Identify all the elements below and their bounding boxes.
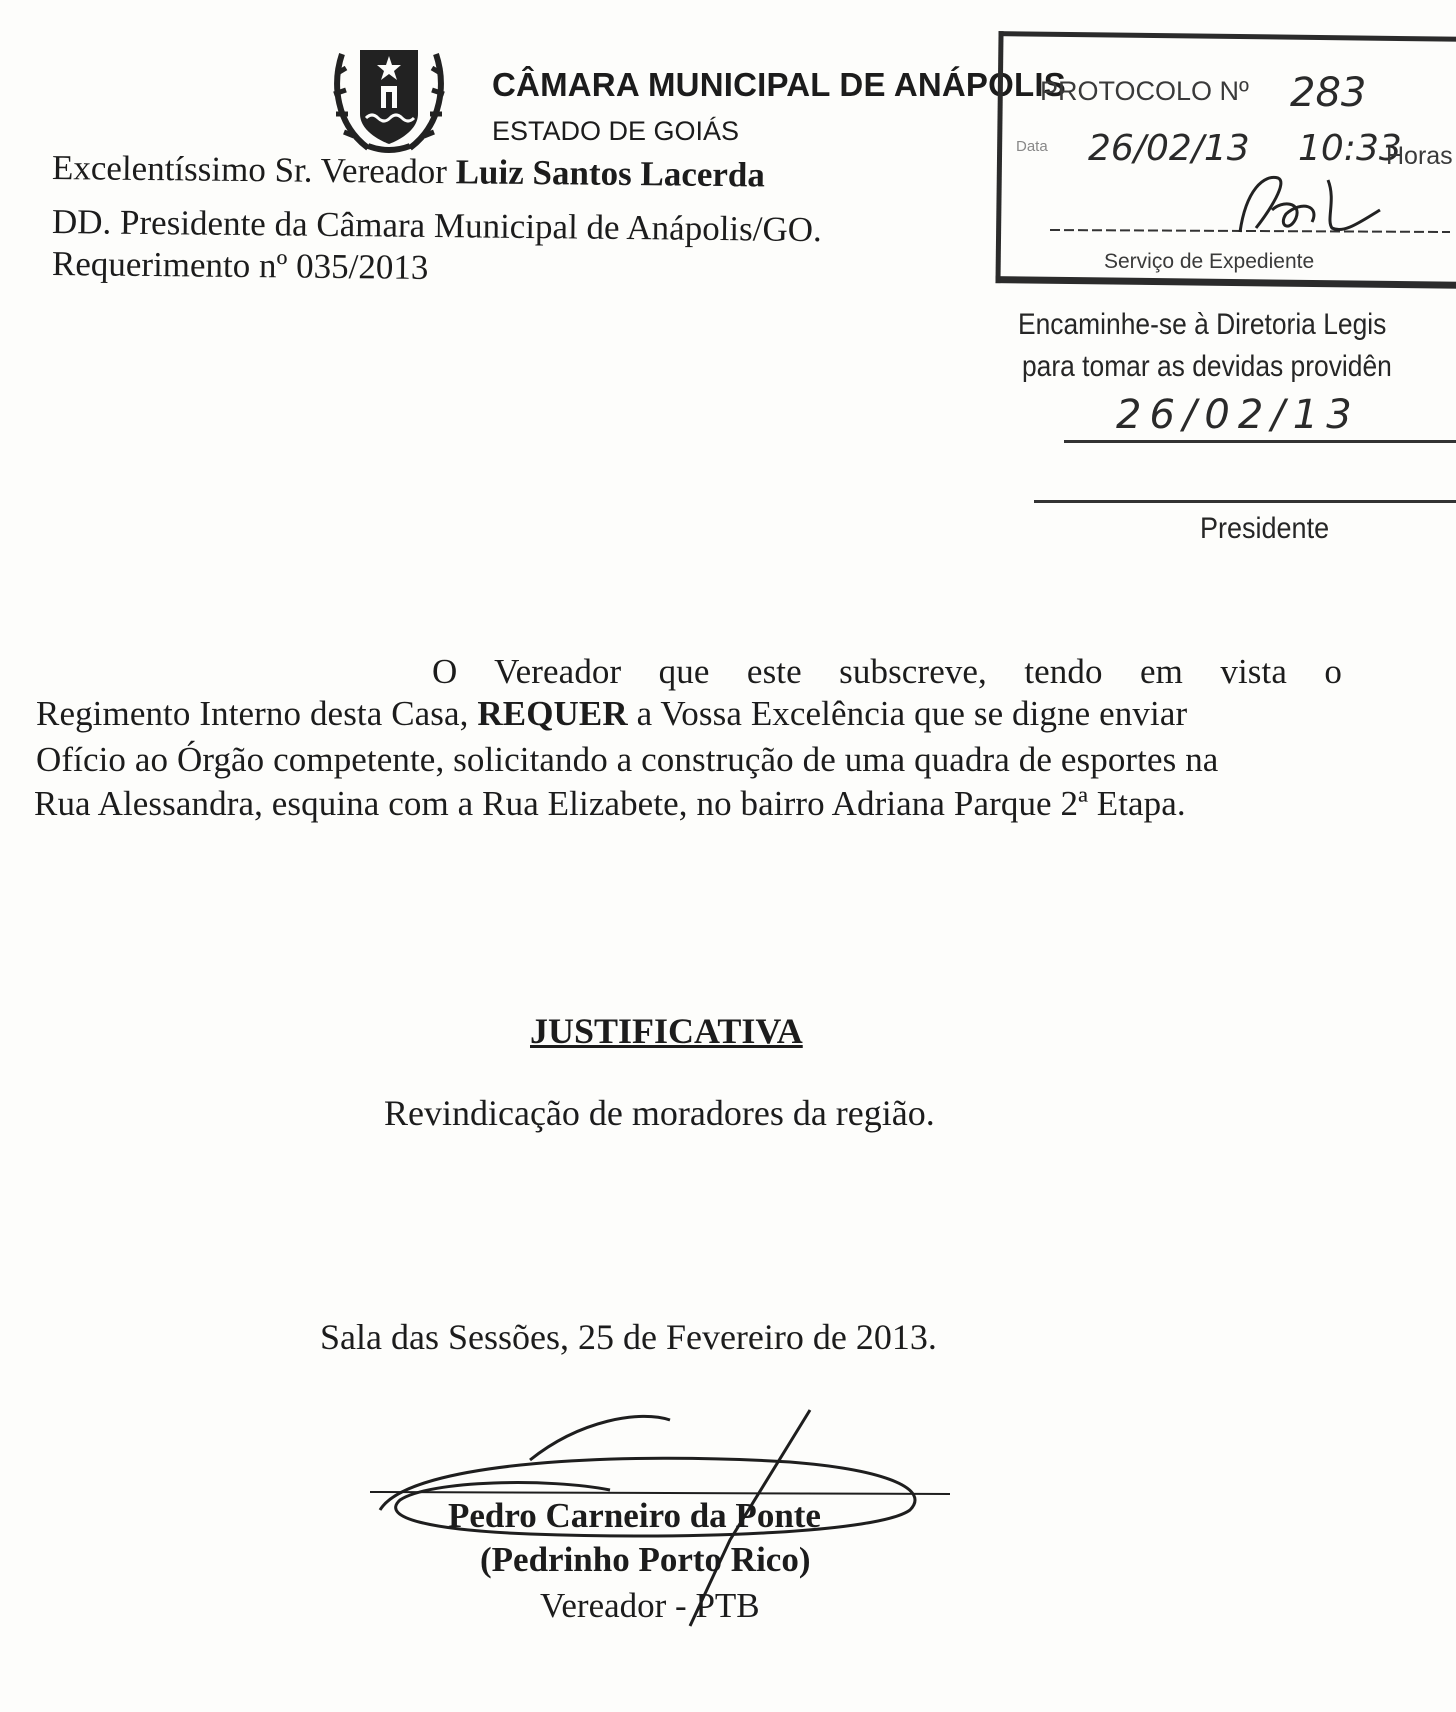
body-line-1: O Vereador que este subscreve, tendo em vista o — [432, 652, 1342, 691]
addressee-title: DD. Presidente da Câmara Municipal de Anápolis/GO. — [51, 202, 823, 250]
forwarding-date-line — [1064, 440, 1456, 443]
president-signature-line — [1034, 500, 1456, 503]
body-line-2 — [36, 694, 1187, 733]
body-line-2-end: a Vossa Excelência que se digne enviar — [636, 694, 1188, 733]
addressee-salutation-line — [52, 148, 765, 195]
signer-role: Vereador - PTB — [540, 1586, 760, 1625]
justification-heading: JUSTIFICATIVA — [530, 1011, 803, 1051]
organization-name: CÂMARA MUNICIPAL DE ANÁPOLIS — [492, 66, 1066, 103]
justification-text: Revindicação de moradores da região. — [384, 1093, 935, 1133]
stamp-department: Serviço de Expediente — [1104, 250, 1315, 273]
stamp-time: 10:33 — [1298, 128, 1402, 169]
place-and-date: Sala das Sessões, 25 de Fevereiro de 2013. — [320, 1317, 937, 1357]
stamp-hours-label: Horas — [1386, 142, 1453, 170]
body-line-2-start: Regimento Interno desta Casa, — [36, 694, 469, 733]
organization-state: ESTADO DE GOIÁS — [492, 116, 740, 146]
addressee-name: Luiz Santos Lacerda — [455, 152, 766, 195]
body-request-verb: REQUER — [477, 694, 628, 733]
forwarding-date: 26/02/13 — [1116, 392, 1360, 438]
request-number: Requerimento nº 035/2013 — [51, 244, 429, 287]
stamp-date: 26/02/13 — [1088, 128, 1250, 169]
stamp-date-label: Data — [1016, 138, 1048, 155]
signer-name: Pedro Carneiro da Ponte — [448, 1496, 821, 1535]
stamp-protocol-label: PROTOCOLO Nº — [1040, 76, 1249, 106]
signer-nickname: (Pedrinho Porto Rico) — [480, 1540, 811, 1579]
body-line-4: Rua Alessandra, esquina com a Rua Elizabete, no bairro Adriana Parque 2ª Etapa. — [34, 784, 1186, 823]
municipal-crest-logo — [328, 44, 450, 156]
body-line-3: Ofício ao Órgão competente, solicitando a construção de uma quadra de esportes na — [36, 740, 1219, 779]
forwarding-line-1: Encaminhe-se à Diretoria Legis — [1018, 308, 1387, 341]
stamp-protocol-number: 283 — [1290, 70, 1367, 116]
president-label: Presidente — [1200, 512, 1330, 545]
forwarding-line-2: para tomar as devidas providên — [1022, 350, 1392, 383]
addressee-salutation: Excelentíssimo Sr. Vereador — [51, 148, 448, 192]
stamp-initials-signature — [1050, 170, 1450, 240]
